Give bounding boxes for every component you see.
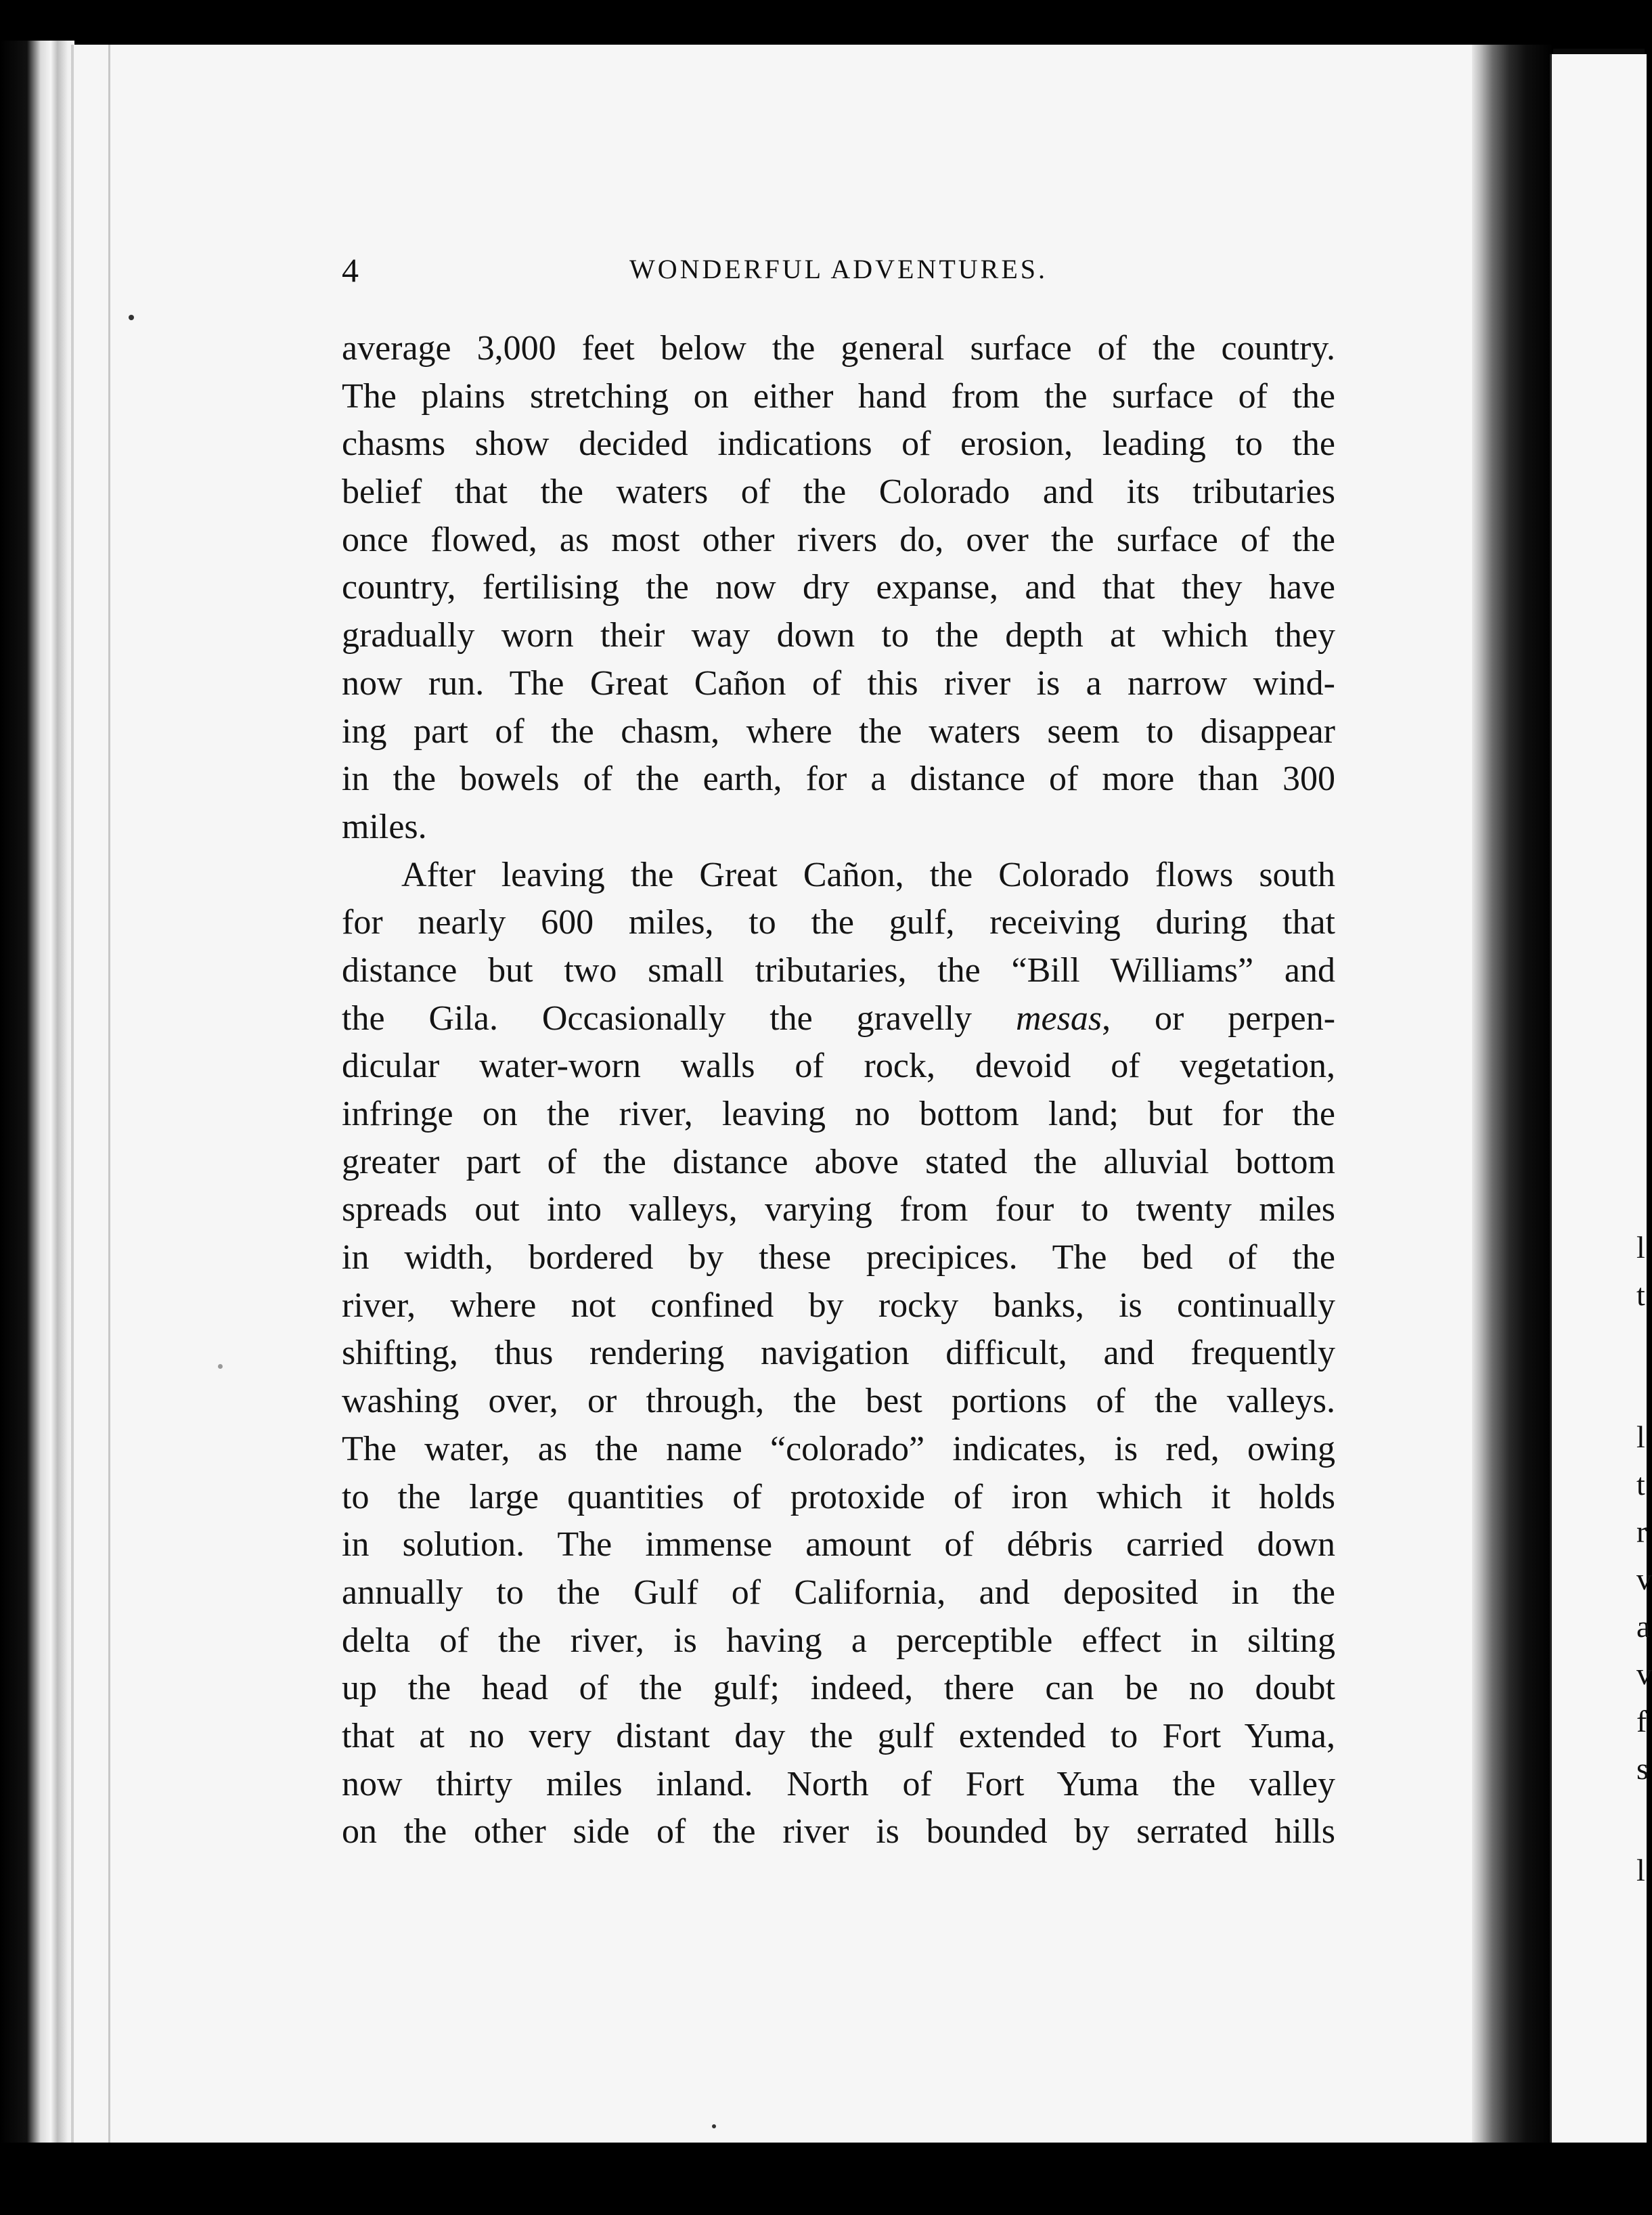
text-line: miles. [342, 807, 427, 846]
text-line: in width, bordered by these precipices. The bed of the [342, 1238, 1335, 1277]
text-line: washing over, or through, the best portions of the valleys. [342, 1382, 1335, 1421]
facing-page-fragment: v [1636, 1657, 1652, 1691]
text-line: infringe on the river, leaving no bottom land; but for the [342, 1095, 1335, 1133]
text-line: for nearly 600 miles, to the gulf, receiving during that [342, 903, 1335, 942]
text-line: dicular water-worn walls of rock, devoid of vegetation, [342, 1047, 1335, 1086]
text-line: spreads out into valleys, varying from four to twenty miles [342, 1190, 1335, 1229]
facing-page-fragment: t [1636, 1467, 1645, 1501]
text-line: The water, as the name “colorado” indicates, is red, owing [342, 1429, 1335, 1468]
text-line: ing part of the chasm, where the waters seem to disappear [342, 711, 1335, 751]
text-line: shifting, thus rendering navigation difficult, and frequently [342, 1334, 1335, 1373]
text-line: delta of the river, is having a perceptible effect in silting [342, 1621, 1335, 1660]
text-line: After leaving the Great Cañon, the Colorado flows south [401, 855, 1335, 894]
scan-top-border [0, 0, 1645, 49]
page-fold-line [108, 45, 110, 2143]
scan-speck [218, 1364, 223, 1369]
text-line: distance but two small tributaries, the “Bill Williams” and [342, 950, 1335, 990]
body-text [342, 325, 1335, 1856]
text-line: belief that the waters of the Colorado and its tributaries [342, 473, 1335, 512]
italic-term: mesas [1015, 999, 1102, 1038]
facing-page-fragment: l [1636, 1230, 1645, 1265]
text-line: now thirty miles inland. North of Fort Yuma the valley [342, 1764, 1335, 1803]
text-line: greater part of the distance above stated the alluvial bottom [342, 1142, 1335, 1181]
text-line: once flowed, as most other rivers do, over the surface of the [342, 520, 1335, 559]
text-line: gradually worn their way down to the depth at which they [342, 616, 1335, 655]
paragraph-1 [342, 325, 1335, 852]
facing-page-fragment: a [1636, 1609, 1651, 1644]
text-line: in the bowels of the earth, for a distance of more than 300 [342, 760, 1335, 799]
page-stack-left-edge [0, 41, 74, 2146]
scan-speck [712, 2124, 716, 2128]
text-line: to the large quantities of protoxide of iron which it holds [342, 1477, 1335, 1516]
facing-page-fragment: r [1636, 1514, 1647, 1549]
facing-page-fragment: s [1636, 1751, 1649, 1786]
facing-page-fragment: v [1636, 1562, 1652, 1596]
running-head: WONDERFUL ADVENTURES. [629, 254, 1048, 284]
text-line: up the head of the gulf; indeed, there can be no doubt [342, 1669, 1335, 1708]
facing-page-edge [1550, 54, 1647, 2143]
scan-bottom-border [0, 2143, 1645, 2215]
book-spine-shadow [1472, 45, 1553, 2143]
page-number: 4 [342, 251, 359, 289]
scan-speck [129, 315, 134, 320]
text-line: river, where not confined by rocky banks, is continually [342, 1286, 1335, 1325]
paragraph-2 [342, 852, 1335, 1856]
text-line: in solution. The immense amount of débris carried down [342, 1525, 1335, 1564]
facing-page-fragment: f [1636, 1704, 1647, 1738]
text-line: The plains stretching on either hand from the surface of the [342, 376, 1335, 416]
facing-page-fragment: l [1636, 1420, 1645, 1454]
text-line: chasms show decided indications of erosion, leading to the [342, 424, 1335, 464]
text-line: annually to the Gulf of California, and deposited in the [342, 1573, 1335, 1612]
text-line: now run. The Great Cañon of this river is a narrow wind- [342, 663, 1335, 703]
text-line: on the other side of the river is bounded by serrated hills [342, 1812, 1335, 1851]
text-line: the Gila. Occasionally the gravelly mesas, or perpen- [342, 999, 1336, 1038]
facing-page-fragment: t [1636, 1277, 1645, 1312]
text-line: average 3,000 feet below the general surface of the country. [342, 329, 1335, 368]
text-line: country, fertilising the now dry expanse, and that they have [342, 568, 1335, 607]
page-header [342, 250, 1335, 298]
text-line: that at no very distant day the gulf extended to Fort Yuma, [342, 1716, 1335, 1755]
facing-page-fragment: l [1636, 1853, 1645, 1887]
